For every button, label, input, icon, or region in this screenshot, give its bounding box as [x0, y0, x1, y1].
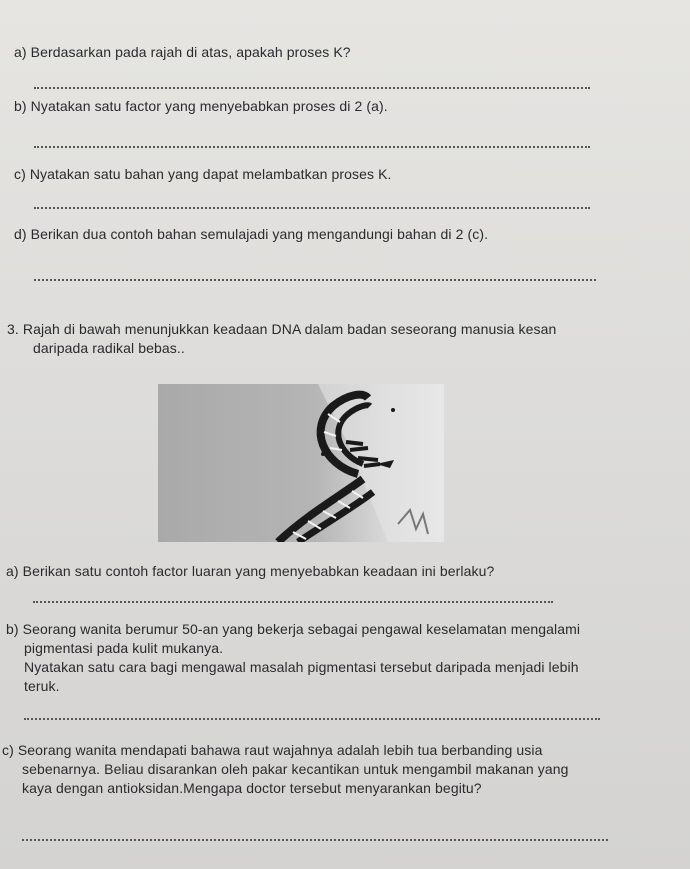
answer-line-3c	[22, 839, 608, 841]
question-3-intro-cont: daripada radikal bebas..	[33, 340, 185, 356]
question-2a: a) Berdasarkan pada rajah di atas, apakah proses K?	[14, 44, 351, 60]
question-3b-cont2: Nyatakan satu cara bagi mengawal masalah pigmentasi tersebut daripada menjadi lebih	[24, 659, 579, 675]
question-2d: d) Berikan dua contoh bahan semulajadi yang mengandungi bahan di 2 (c).	[14, 226, 489, 242]
question-3c: c) Seorang wanita mendapati bahawa raut wajahnya adalah lebih tua berbanding usia	[2, 742, 543, 758]
answer-line-2a	[34, 87, 590, 89]
answer-line-3a	[33, 601, 553, 603]
dna-damage-icon	[158, 384, 444, 542]
question-3b-cont1: pigmentasi pada kulit mukanya.	[24, 640, 224, 656]
answer-line-2c	[34, 207, 590, 209]
answer-line-2b	[34, 146, 590, 148]
answer-line-3b	[24, 718, 600, 720]
question-3-intro: 3. Rajah di bawah menunjukkan keadaan DNA dalam badan seseorang manusia kesan	[7, 321, 557, 337]
dna-figure	[158, 384, 444, 542]
question-2b: b) Nyatakan satu factor yang menyebabkan proses di 2 (a).	[14, 98, 388, 114]
question-3b: b) Seorang wanita berumur 50-an yang bekerja sebagai pengawal keselamatan mengalami	[6, 621, 581, 637]
question-3c-cont2: kaya dengan antioksidan.Mengapa doctor tersebut menyarankan begitu?	[22, 780, 482, 796]
question-3b-cont3: teruk.	[24, 678, 60, 694]
answer-line-2d	[34, 279, 596, 281]
question-3c-cont1: sebenarnya. Beliau disarankan oleh pakar kecantikan untuk mengambil makanan yang	[22, 761, 569, 777]
question-3a: a) Berikan satu contoh factor luaran yang menyebabkan keadaan ini berlaku?	[6, 563, 495, 579]
question-2c: c) Nyatakan satu bahan yang dapat melambatkan proses K.	[14, 166, 392, 182]
